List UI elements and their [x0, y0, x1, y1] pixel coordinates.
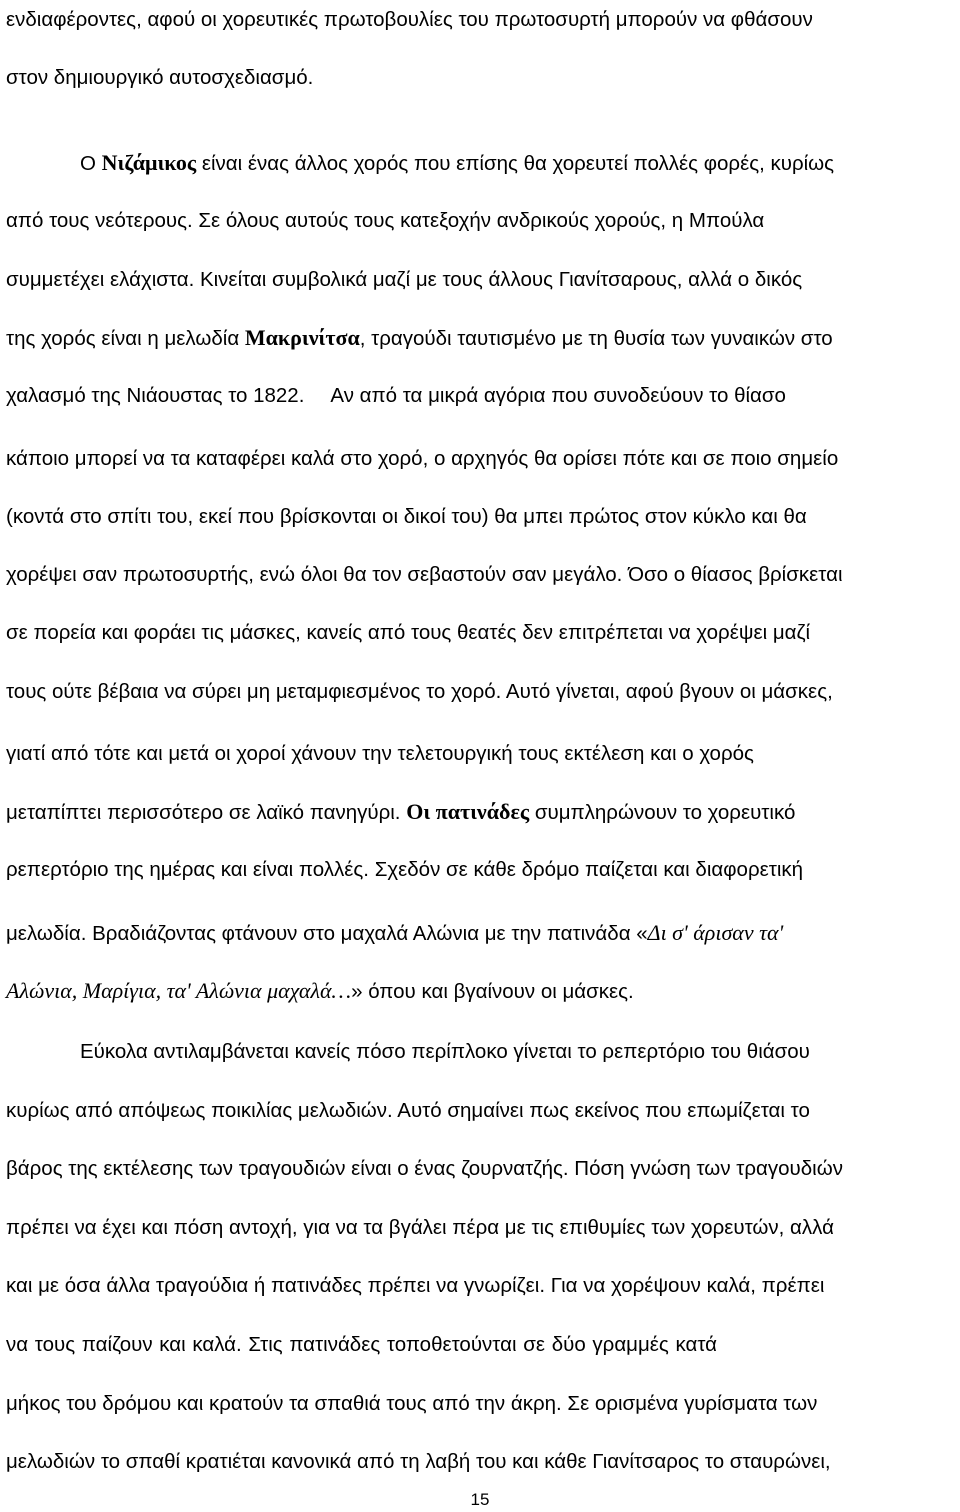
text-line: γιατί από τότε και μετά οι χοροί χάνουν την τελετουργική τους εκτέλεση και ο χορός	[6, 742, 754, 765]
text-line: χαλασμό της Νιάουστας το 1822. Αν από τα μικρά αγόρια που συνοδεύουν το θίασο	[6, 384, 786, 407]
text-line: βάρος της εκτέλεσης των τραγουδιών είναι ο ένας ζουρνατζής. Πόση γνώση των τραγουδιών	[6, 1157, 843, 1180]
text-line: από τους νεότερους. Σε όλους αυτούς τους κατεξοχήν ανδρικούς χορούς, η Μπούλα	[6, 209, 765, 232]
text-line: μήκος του δρόμου και κρατούν τα σπαθιά τους από την άκρη. Σε ορισμένα γυρίσματα των	[6, 1392, 818, 1415]
bold-term-patinades: Οι πατινάδες	[406, 799, 530, 824]
paragraph-start-line: Ο Νιζάμικος είναι ένας άλλος χορός που επίσης θα χορευτεί πολλές φορές, κυρίως	[80, 150, 835, 175]
paragraph-start-line: Εύκολα αντιλαμβάνεται κανείς πόσο περίπλοκο γίνεται το ρεπερτόριο του θιάσου	[80, 1040, 810, 1063]
text-line: σε πορεία και φοράει τις μάσκες, κανείς από τους θεατές δεν επιτρέπεται να χορέψει μαζί	[6, 621, 811, 644]
song-title-italic: Δι σ' άρισαν τα'	[647, 920, 784, 945]
text-line: μελωδιών το σπαθί κρατιέται κανονικά από τη λαβή του και κάθε Γιανίτσαρος το σταυρώνει,	[6, 1450, 831, 1473]
page-number: 15	[470, 1490, 490, 1509]
text-line: μεταπίπτει περισσότερο σε λαϊκό πανηγύρι. Οι πατινάδες συμπληρώνουν το χορευτικό	[6, 799, 796, 824]
bold-term-nizamikos: Νιζάμικος	[101, 150, 197, 175]
text-line: μελωδία. Βραδιάζοντας φτάνουν στο μαχαλά Αλώνια με την πατινάδα «Δι σ' άρισαν τα'	[6, 920, 784, 945]
text-line: κυρίως από απόψεως ποικιλίας μελωδιών. Αυτό σημαίνει πως εκείνος που επωμίζεται το	[6, 1099, 810, 1122]
text-line: ρεπερτόριο της ημέρας και είναι πολλές. Σχεδόν σε κάθε δρόμο παίζεται και διαφορετική	[6, 858, 804, 881]
text-line: κάποιο μπορεί να τα καταφέρει καλά στο χορό, ο αρχηγός θα ορίσει πότε και σε ποιο σημείο	[6, 447, 839, 470]
text-line: Αλώνια, Μαρίγια, τα' Αλώνια μαχαλά…» όπου και βγαίνουν οι μάσκες.	[6, 978, 634, 1003]
text-line: στον δημιουργικό αυτοσχεδιασμό.	[6, 66, 314, 89]
text-line: τους ούτε βέβαια να σύρει μη μεταμφιεσμένος το χορό. Αυτό γίνεται, αφού βγουν οι μάσκες,	[6, 680, 833, 703]
text-line: (κοντά στο σπίτι του, εκεί που βρίσκονται οι δικοί του) θα μπει πρώτος στον κύκλο και θα	[6, 505, 807, 528]
text-line: να τους παίζουν και καλά. Στις πατινάδες τοποθετούνται σε δύο γραμμές κατά	[6, 1333, 718, 1356]
text-line: πρέπει να έχει και πόση αντοχή, για να τα βγάλει πέρα με τις επιθυμίες των χορευτών, αλλά	[6, 1216, 834, 1239]
bold-term-makrinitsa: Μακρινίτσα	[244, 325, 360, 350]
song-title-italic-cont: Αλώνια, Μαρίγια, τα' Αλώνια μαχαλά…	[6, 978, 352, 1003]
text-line: της χορός είναι η μελωδία Μακρινίτσα, τραγούδι ταυτισμένο με τη θυσία των γυναικών στο	[6, 325, 833, 350]
text-line: χορέψει σαν πρωτοσυρτής, ενώ όλοι θα τον σεβαστούν σαν μεγάλο. Όσο ο θίασος βρίσκεται	[6, 563, 843, 586]
text-line: συμμετέχει ελάχιστα. Κινείται συμβολικά μαζί με τους άλλους Γιανίτσαρους, αλλά ο δικός	[6, 268, 803, 291]
text-line: ενδιαφέροντες, αφού οι χορευτικές πρωτοβουλίες του πρωτοσυρτή μπορούν να φθάσουν	[6, 8, 813, 31]
text-line: και με όσα άλλα τραγούδια ή πατινάδες πρέπει να γνωρίζει. Για να χορέψουν καλά, πρέπει	[6, 1274, 825, 1297]
